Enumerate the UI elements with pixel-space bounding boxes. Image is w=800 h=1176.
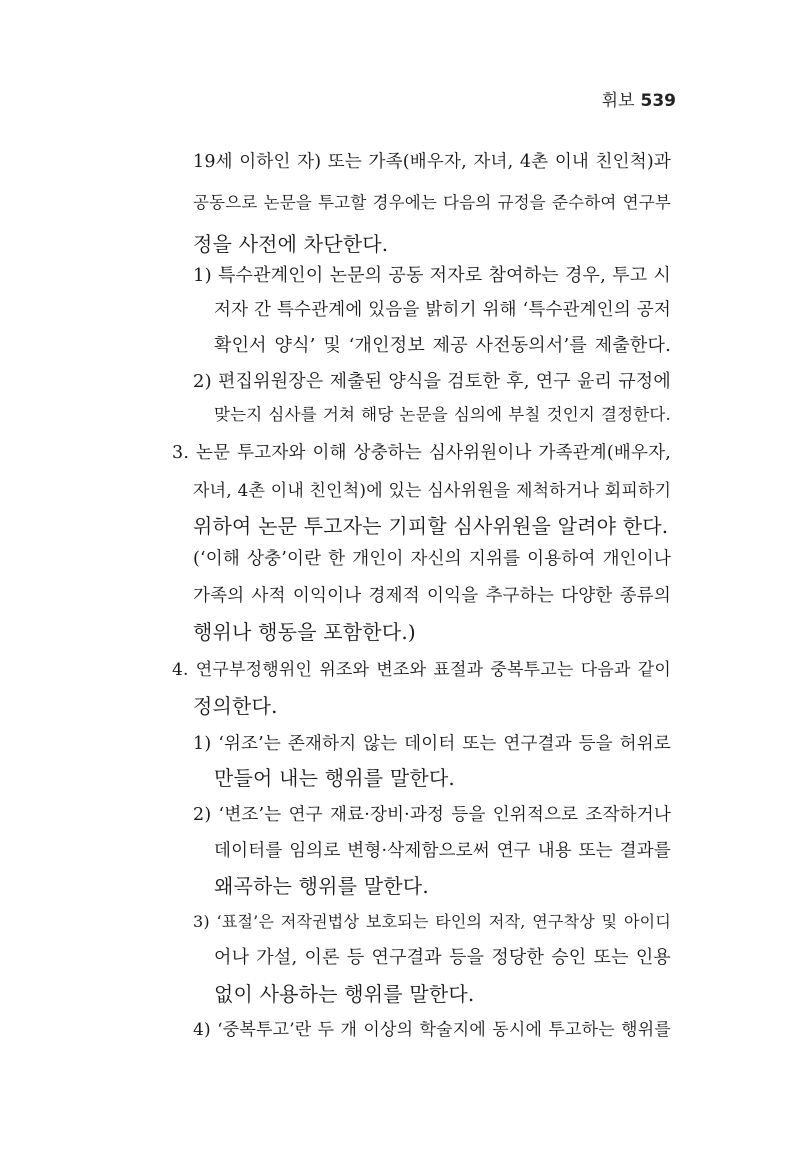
text-line: 1) 특수관계인이 논문의 공동 저자로 참여하는 경우, 투고 시 <box>193 265 671 286</box>
text-line: 4. 연구부정행위인 위조와 변조와 표절과 중복투고는 다음과 같이 <box>172 660 671 680</box>
text-line: 3) ‘표절’은 저작권법상 보호되는 타인의 저작, 연구착상 및 아이디 <box>193 912 671 931</box>
text-line: 3. 논문 투고자와 이해 상충하는 심사위원이나 가족관계(배우자, <box>172 443 671 463</box>
text-line: 가족의 사적 이익이나 경제적 이익을 추구하는 다양한 종류의 <box>193 586 671 606</box>
text-line: 어나 가설, 이론 등 연구결과 등을 정당한 승인 또는 인용 <box>214 947 671 968</box>
text-line: 정의한다. <box>193 694 278 718</box>
text-line: 없이 사용하는 행위를 말한다. <box>214 982 475 1006</box>
text-line: 행위나 행동을 포함한다.) <box>193 620 416 644</box>
text-line: 19세 이하인 자) 또는 가족(배우자, 자녀, 4촌 이내 친인척)과 <box>193 152 671 172</box>
text-line: 1) ‘위조’는 존재하지 않는 데이터 또는 연구결과 등을 허위로 <box>193 734 671 754</box>
text-line: 확인서 양식’ 및 ‘개인정보 제공 사전동의서’를 제출한다. <box>214 335 671 356</box>
text-line: 저자 간 특수관계에 있음을 밝히기 위해 ‘특수관계인의 공저 <box>214 300 671 320</box>
text-line: 위하여 논문 투고자는 기피할 심사위원을 알려야 한다. <box>193 514 669 538</box>
running-header <box>602 86 676 111</box>
text-line: 왜곡하는 행위를 말한다. <box>214 874 429 898</box>
header-title: 휘보 <box>601 91 635 111</box>
text-line: 2) 편집위원장은 제출된 양식을 검토한 후, 연구 윤리 규정에 <box>193 371 671 392</box>
text-line: 자녀, 4촌 이내 친인척)에 있는 심사위원을 제척하거나 회피하기 <box>193 481 672 501</box>
text-line: 맞는지 심사를 거쳐 해당 논문을 심의에 부칠 것인지 결정한다. <box>214 405 671 424</box>
text-line: 공동으로 논문을 투고할 경우에는 다음의 규정을 준수하여 연구부 <box>193 193 671 212</box>
text-line: 데이터를 임의로 변형·삭제함으로써 연구 내용 또는 결과를 <box>214 841 671 861</box>
page-number: 539 <box>640 91 676 111</box>
text-line: 만들어 내는 행위를 말한다. <box>214 766 455 790</box>
text-line: 정을 사전에 차단한다. <box>193 232 389 256</box>
text-line: 2) ‘변조’는 연구 재료·장비·과정 등을 인위적으로 조작하거나 <box>193 805 671 825</box>
text-line: (‘이해 상충’이란 한 개인이 자신의 지위를 이용하여 개인이나 <box>193 549 671 569</box>
text-line: 4) ‘중복투고’란 두 개 이상의 학술지에 동시에 투고하는 행위를 <box>193 1020 671 1040</box>
